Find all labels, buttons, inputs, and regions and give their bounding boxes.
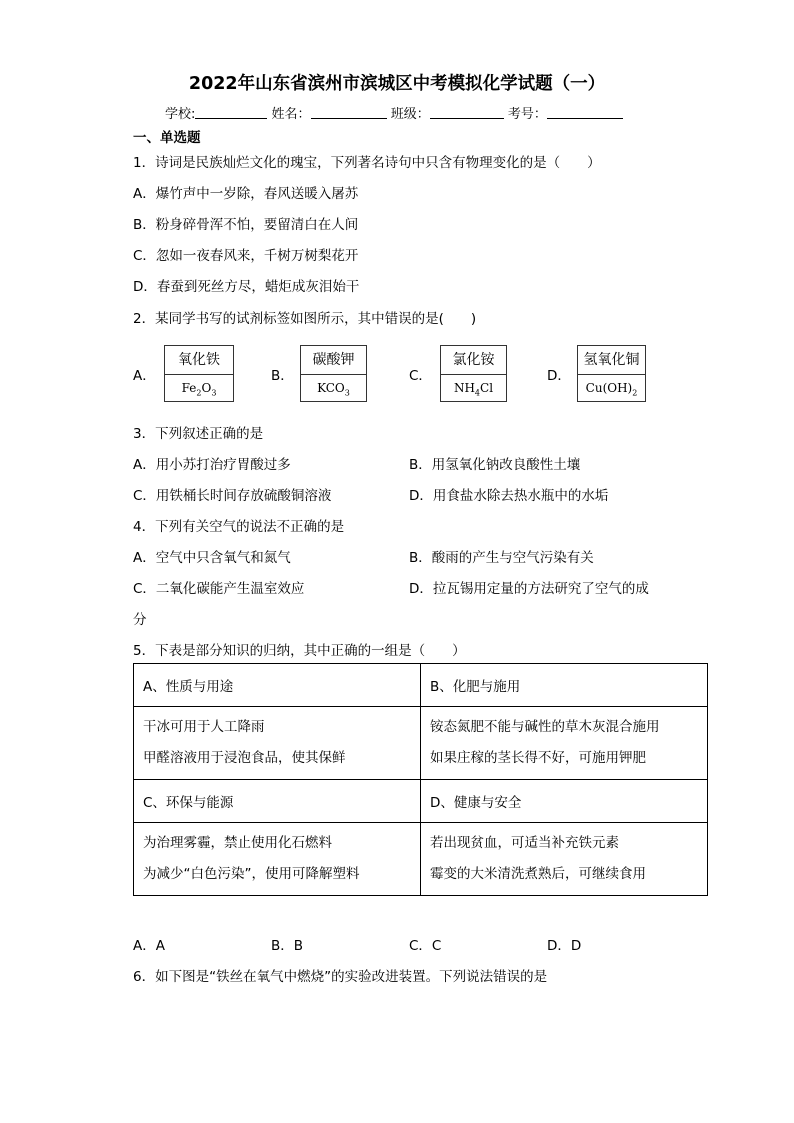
- table-cell-c: [134, 823, 421, 896]
- reagent-label-c: [440, 345, 507, 402]
- table-cell-a-line: 干冰可用于人工降雨: [143, 719, 265, 735]
- q1-option-b: B．粉身碎骨浑不怕，要留清白在人间: [133, 217, 359, 233]
- q3-option-c: C．用铁桶长时间存放硫酸铜溶液: [133, 488, 332, 504]
- table-cell-d-line: 霉变的大米清洗煮熟后，可继续食用: [430, 866, 646, 882]
- table-cell-b-line: 如果庄稼的茎长得不好，可施用钾肥: [430, 750, 646, 766]
- table-cell-c-line: 为治理雾霾，禁止使用化石燃料: [143, 835, 332, 851]
- q3-option-a: A．用小苏打治疗胃酸过多: [133, 457, 291, 473]
- q1-option-a: A．爆竹声中一岁除，春风送暖入屠苏: [133, 186, 359, 202]
- page-title: 2022年山东省滨州市滨城区中考模拟化学试题（一）: [188, 74, 606, 94]
- q5-option-c: C．C: [409, 938, 442, 954]
- q4-option-a: A．空气中只含氧气和氮气: [133, 550, 291, 566]
- q1-option-c: C．忽如一夜春风来，千树万树梨花开: [133, 248, 359, 264]
- reagent-name-b: 碳酸钾: [301, 346, 366, 375]
- q1-option-d: D．春蚕到死丝方尽，蜡炬成灰泪始干: [133, 279, 360, 295]
- name-blank[interactable]: [311, 106, 387, 119]
- q3-option-d: D．用食盐水除去热水瓶中的水垢: [409, 488, 609, 504]
- q4-stem: 4．下列有关空气的说法不正确的是: [133, 519, 345, 535]
- q3-option-b: B．用氢氧化钠改良酸性土壤: [409, 457, 581, 473]
- table-head-a: A、性质与用途: [134, 664, 421, 707]
- reagent-name-d: 氢氧化铜: [578, 346, 645, 375]
- q5-option-a: A．A: [133, 938, 165, 954]
- exam-no-blank[interactable]: [547, 106, 623, 119]
- school-blank[interactable]: [195, 106, 267, 119]
- q2-letter-c: C．: [409, 368, 432, 384]
- school-label: 学校:: [165, 107, 196, 122]
- q2-letter-b: B．: [271, 368, 294, 384]
- q5-stem: 5．下表是部分知识的归纳，其中正确的一组是（ ）: [133, 643, 466, 659]
- q5-option-b: B．B: [271, 938, 304, 954]
- q4-option-b: B．酸雨的产生与空气污染有关: [409, 550, 594, 566]
- table-cell-a: [134, 707, 421, 780]
- q3-stem: 3．下列叙述正确的是: [133, 426, 264, 442]
- table-cell-d: [421, 823, 708, 896]
- q4-option-c: C．二氧化碳能产生温室效应: [133, 581, 305, 597]
- table-cell-c-line: 为减少“白色污染”，使用可降解塑料: [143, 866, 360, 882]
- q6-stem: 6．如下图是“铁丝在氧气中燃烧”的实验改进装置。下列说法错误的是: [133, 969, 548, 985]
- q4-option-d-continued: 分: [133, 612, 147, 628]
- reagent-label-a: [164, 345, 234, 402]
- q4-option-d: D．拉瓦锡用定量的方法研究了空气的成: [409, 581, 649, 597]
- table-head-d: D、健康与安全: [421, 780, 708, 823]
- table-cell-b: [421, 707, 708, 780]
- student-info-row: [165, 103, 623, 122]
- table-cell-d-line: 若出现贫血，可适当补充铁元素: [430, 835, 619, 851]
- table-cell-a-line: 甲醛溶液用于浸泡食品，使其保鲜: [143, 750, 346, 766]
- knowledge-table: [133, 663, 708, 896]
- q2-stem: 2．某同学书写的试剂标签如图所示，其中错误的是( ): [133, 311, 477, 327]
- reagent-label-b: [300, 345, 367, 402]
- q5-option-d: D．D: [547, 938, 582, 954]
- reagent-formula-d: $Cu(OH)_2$: [585, 381, 638, 398]
- q1-stem: 1．诗词是民族灿烂文化的瑰宝，下列著名诗句中只含有物理变化的是（ ）: [133, 155, 601, 171]
- table-cell-b-line: 铵态氮肥不能与碱性的草木灰混合施用: [430, 719, 660, 735]
- section-heading: 一、单选题: [133, 130, 201, 146]
- reagent-formula-c: $NH_4Cl$: [453, 381, 494, 398]
- q2-letter-a: A．: [133, 368, 156, 384]
- class-label: 班级：: [390, 107, 430, 122]
- table-head-c: C、环保与能源: [134, 780, 421, 823]
- table-head-b: B、化肥与施用: [421, 664, 708, 707]
- reagent-label-d: [577, 345, 646, 402]
- name-label: 姓名：: [271, 107, 311, 122]
- reagent-formula-b: $KCO_3$: [317, 381, 350, 398]
- class-blank[interactable]: [430, 106, 504, 119]
- q2-letter-d: D．: [547, 368, 571, 384]
- reagent-name-a: 氧化铁: [165, 346, 233, 375]
- reagent-formula-a: $Fe_2O_3$: [181, 381, 217, 398]
- exam-no-label: 考号：: [507, 107, 547, 122]
- reagent-name-c: 氯化铵: [441, 346, 506, 375]
